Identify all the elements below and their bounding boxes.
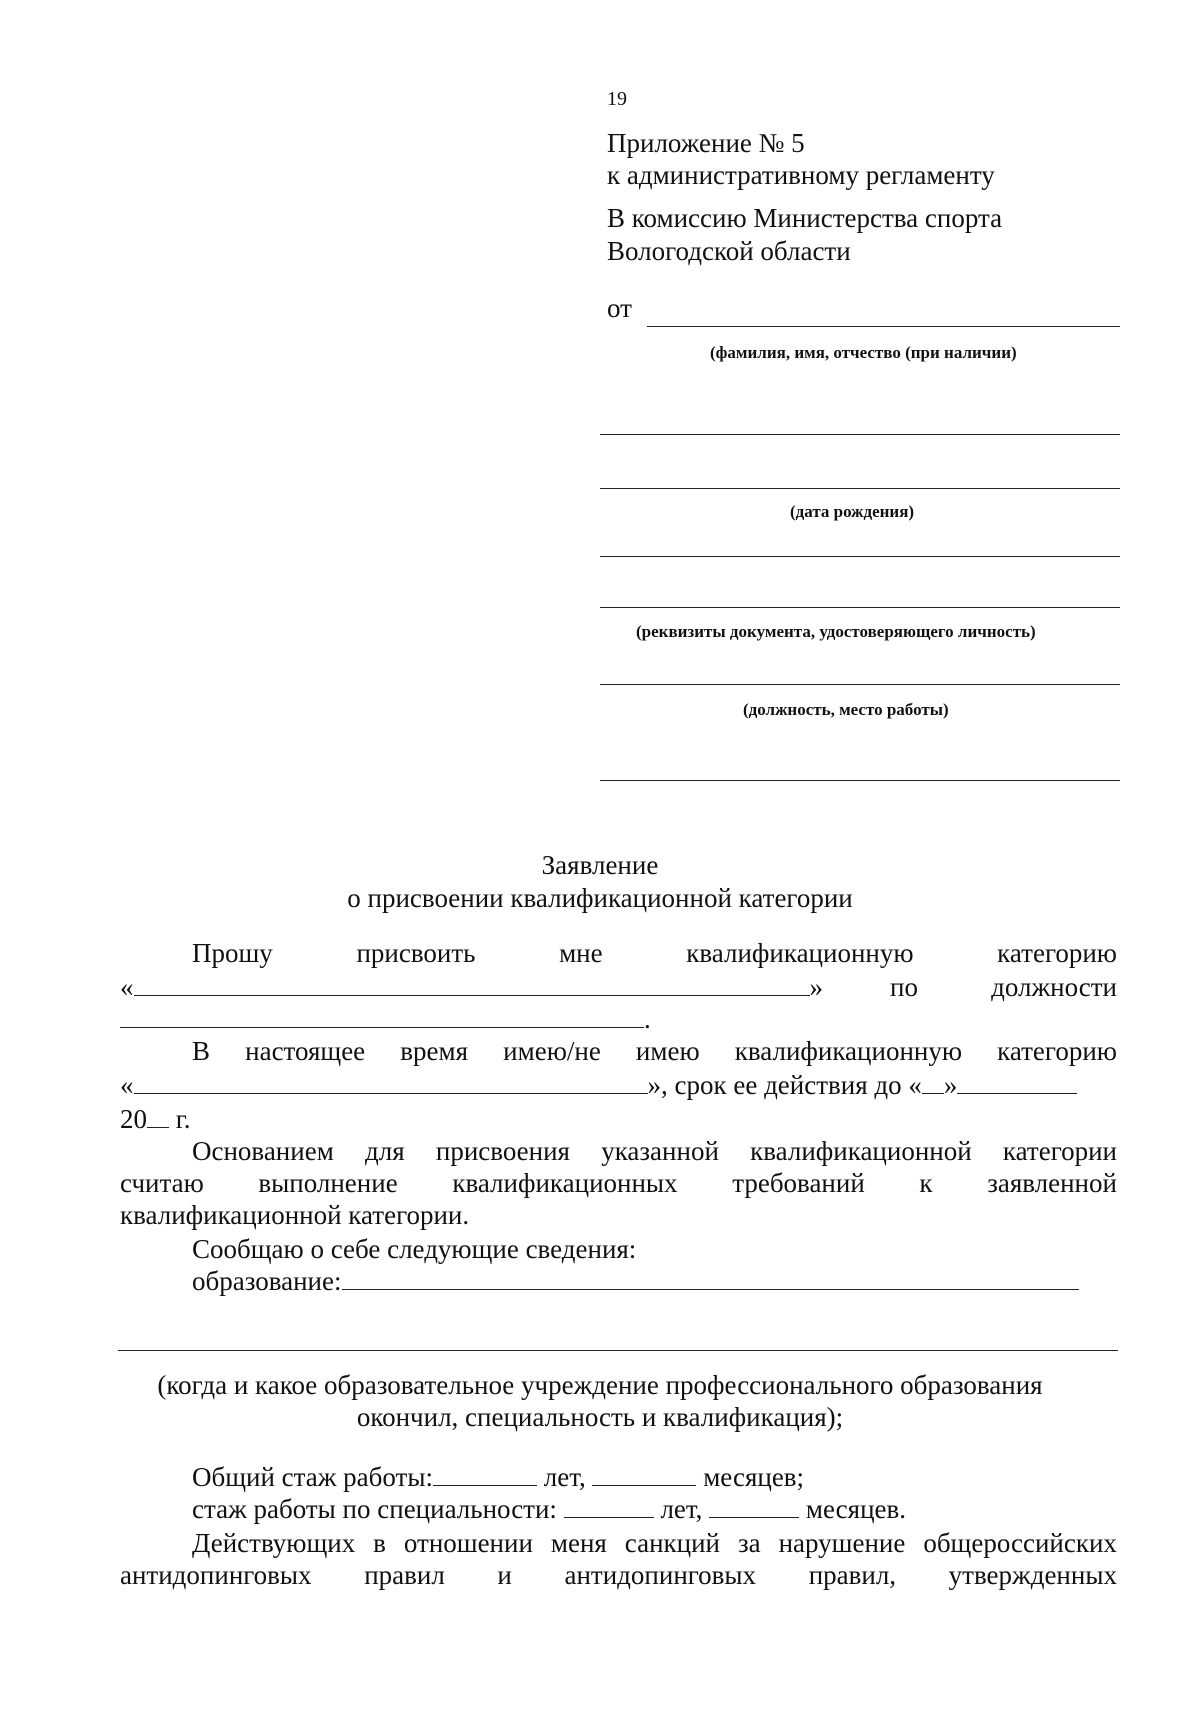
word: имею/не: [503, 1036, 601, 1066]
p1-line2: [120, 972, 1117, 1003]
position-field[interactable]: [600, 684, 1120, 685]
birth-date-caption: (дата рождения): [790, 502, 915, 521]
word: Основанием: [192, 1136, 334, 1166]
spec-experience-row: [192, 1494, 906, 1525]
word: квалификационной: [750, 1136, 972, 1166]
id-doc-field-2[interactable]: [600, 607, 1120, 608]
education-caption-2: окончил, специальность и квалификация);: [356, 1402, 844, 1432]
word: в: [373, 1528, 386, 1558]
open-quote: «: [120, 1070, 134, 1100]
word: нарушение: [778, 1528, 906, 1558]
word: и: [497, 1560, 512, 1590]
valid-month-field[interactable]: [957, 1071, 1077, 1094]
valid-day-field[interactable]: [922, 1071, 944, 1094]
p2-line1: [192, 1036, 1117, 1067]
word: Действующих: [192, 1528, 356, 1558]
p5-line1: [192, 1528, 1117, 1559]
word: категории: [1002, 1136, 1117, 1166]
appendix-title: Приложение № 5: [607, 128, 805, 158]
p2-line2: [120, 1070, 1077, 1101]
position-name-field[interactable]: [120, 1005, 644, 1028]
open-quote: «: [120, 972, 134, 1002]
p1-line3: [120, 1004, 651, 1035]
months-label: месяцев.: [805, 1494, 906, 1524]
word: санкций: [624, 1528, 721, 1558]
word: настоящее: [245, 1036, 366, 1066]
word: по: [890, 972, 918, 1002]
p2-line3: [120, 1104, 191, 1135]
period: .: [644, 1004, 651, 1034]
spec-years-field[interactable]: [564, 1495, 654, 1518]
word: мне: [559, 938, 603, 968]
word: заявленной: [987, 1168, 1117, 1198]
p3-line1: [192, 1136, 1117, 1167]
word: указанной: [601, 1136, 719, 1166]
fio-field[interactable]: [647, 326, 1120, 327]
education-field[interactable]: [342, 1267, 1079, 1290]
education-caption-1: (когда и какое образовательное учреждение профессионального образования: [157, 1370, 1043, 1400]
word: имею: [635, 1036, 700, 1066]
spec-exp-label: стаж работы по специальности:: [192, 1494, 557, 1524]
current-category-field[interactable]: [134, 1071, 648, 1094]
word: квалификационных: [452, 1168, 678, 1198]
word: присвоить: [356, 938, 476, 968]
word: В: [192, 1036, 211, 1066]
fio-caption: (фамилия, имя, отчество (при наличии): [710, 343, 1017, 362]
id-doc-caption: (реквизиты документа, удостоверяющего личность): [636, 622, 1036, 641]
word: квалификационную: [734, 1036, 963, 1066]
word: общероссийских: [923, 1528, 1117, 1558]
word: Прошу: [192, 938, 273, 968]
total-months-field[interactable]: [592, 1463, 696, 1486]
word: считаю: [120, 1168, 204, 1198]
id-doc-field[interactable]: [600, 556, 1120, 557]
years-label: лет,: [543, 1462, 586, 1492]
birth-date-field[interactable]: [600, 488, 1120, 489]
word: за: [737, 1528, 761, 1558]
document-subtitle: о присвоении квалификационной категории: [347, 883, 853, 913]
p3-line3: квалификационной категории.: [120, 1200, 470, 1230]
word: правил: [364, 1560, 445, 1590]
position-field-2[interactable]: [600, 780, 1120, 781]
total-years-field[interactable]: [433, 1463, 537, 1486]
word: утвержденных: [948, 1560, 1117, 1590]
total-exp-label: Общий стаж работы:: [192, 1462, 433, 1492]
education-row: [192, 1266, 1079, 1297]
document-title: Заявление: [541, 850, 659, 880]
close-quote: »: [943, 1070, 958, 1100]
months-label: месяцев;: [703, 1462, 805, 1492]
education-label: образование:: [192, 1266, 342, 1296]
page-number: 19: [607, 88, 627, 110]
category-field[interactable]: [134, 973, 810, 996]
word: антидопинговых: [564, 1560, 757, 1590]
p1-line1: [192, 938, 1117, 969]
from-label: от: [607, 293, 632, 323]
fio-field-2[interactable]: [600, 434, 1120, 435]
p3-line2: [120, 1168, 1117, 1199]
word: квалификационную: [686, 938, 914, 968]
word: меня: [550, 1528, 607, 1558]
year-suffix: г.: [175, 1104, 191, 1134]
word: правил,: [808, 1560, 897, 1590]
word: категорию: [997, 1036, 1117, 1066]
word: время: [400, 1036, 469, 1066]
word: категорию: [997, 938, 1117, 968]
addressee-line-1: В комиссию Министерства спорта: [607, 203, 1003, 233]
word: требований: [732, 1168, 865, 1198]
word: выполнение: [258, 1168, 398, 1198]
close-quote: »: [809, 972, 823, 1002]
word: должности: [991, 972, 1117, 1002]
years-label: лет,: [660, 1494, 703, 1524]
valid-year-field[interactable]: [147, 1105, 169, 1128]
word: для: [365, 1136, 405, 1166]
word: к: [919, 1168, 933, 1198]
spec-months-field[interactable]: [709, 1495, 799, 1518]
word: отношении: [403, 1528, 533, 1558]
total-experience-row: [192, 1462, 804, 1493]
p5-line2: [120, 1560, 1117, 1591]
word: присвоения: [435, 1136, 570, 1166]
p4-line: Сообщаю о себе следующие сведения:: [192, 1234, 637, 1264]
word: антидопинговых: [120, 1560, 312, 1590]
position-caption: (должность, место работы): [743, 700, 949, 719]
year-prefix: 20: [120, 1104, 147, 1134]
appendix-to: к административному регламенту: [607, 160, 995, 190]
education-field-2[interactable]: [118, 1350, 1118, 1351]
addressee-line-2: Вологодской области: [607, 236, 851, 266]
valid-until-text: », срок ее действия до «: [647, 1070, 922, 1100]
